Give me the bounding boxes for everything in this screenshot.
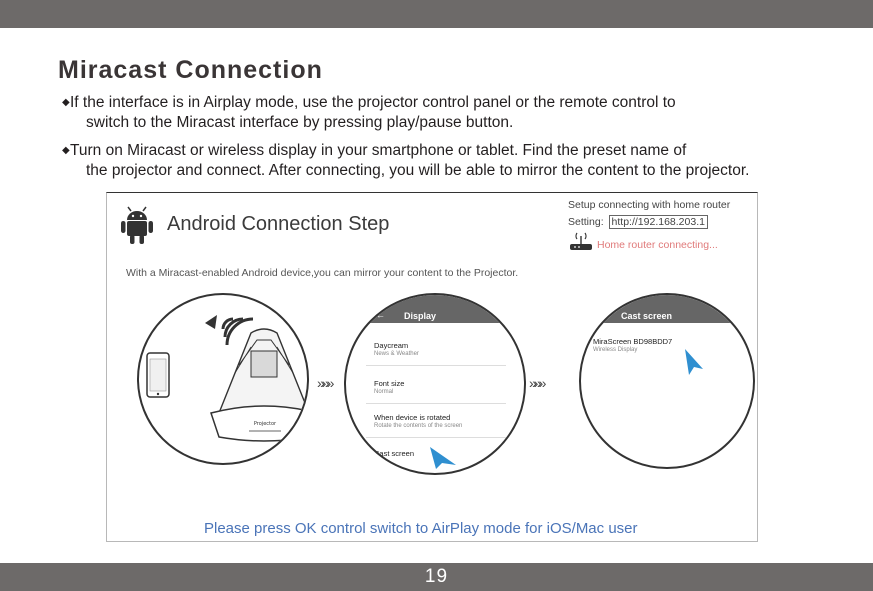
display-screen-title: Display (404, 311, 437, 321)
setup-router-text: Setup connecting with home router (568, 199, 731, 211)
top-bar (0, 0, 873, 28)
bottom-bar (0, 563, 873, 591)
diamond-bullet-icon: ◆ (62, 97, 70, 108)
menu-sub-daycream: News & Weather (374, 351, 419, 357)
cast-screen-title: Cast screen (621, 311, 673, 321)
setting-url: http://192.168.203.1 (609, 215, 708, 229)
android-robot-icon (119, 205, 155, 245)
bullet-line: Turn on Miracast or wireless display in your smartphone or tablet. Find the preset name of (70, 142, 687, 159)
bullet-miracast-connect (62, 141, 750, 181)
separator (366, 403, 506, 404)
phone-projector-illustration (139, 295, 307, 463)
cast-screen-header (581, 295, 753, 323)
menu-item-rotation: When device is rotated (374, 413, 451, 422)
cast-device-name: MiraScreen BD98BDD7 (593, 337, 673, 346)
bullet-line: switch to the Miracast interface by pressing play/pause button. (86, 114, 514, 131)
bullet-airplay-mode (62, 93, 676, 133)
page-title: Miracast Connection (58, 56, 323, 84)
diamond-bullet-icon: ◆ (62, 145, 70, 156)
phone-projector-circle (137, 293, 309, 465)
android-connection-figure (106, 192, 758, 542)
projector-label: Projector (253, 421, 277, 427)
separator (366, 437, 506, 438)
menu-item-cast-screen: Cast screen (374, 449, 415, 458)
projector-device (211, 329, 307, 441)
step-arrows: »»» (317, 375, 332, 391)
setting-label: Setting: (568, 216, 604, 228)
page-number: 19 (424, 566, 449, 587)
display-screen-header (346, 295, 524, 323)
menu-sub-rotation: Rotate the contents of the screen (374, 423, 463, 429)
cast-screen-circle (579, 293, 755, 469)
separator (366, 365, 506, 366)
cast-device-sub: Wireless Display (593, 347, 638, 353)
figure-title: Android Connection Step (167, 213, 390, 235)
bullet-line: the projector and connect. After connecting, you will be able to mirror the content to the projector. (86, 162, 750, 179)
setting-line (568, 215, 708, 229)
figure-subtitle: With a Miracast-enabled Android device,you can mirror your content to the Projector. (126, 267, 519, 279)
cursor-arrow-icon (683, 347, 705, 377)
step-arrows: »»» (529, 375, 544, 391)
wifi-signal-icon (205, 315, 253, 345)
back-arrow-icon: ← (597, 310, 606, 320)
smartphone-icon (147, 353, 169, 397)
airplay-note: Please press OK control switch to AirPlay mode for iOS/Mac user (204, 520, 638, 537)
bullet-line: If the interface is in Airplay mode, use the projector control panel or the remote control to (70, 94, 676, 111)
menu-item-font-size: Font size (374, 379, 405, 388)
menu-sub-font-size: Normal (374, 389, 394, 395)
router-icon (568, 231, 594, 253)
menu-item-daycream: Daycream (374, 341, 409, 350)
cursor-arrow-icon (428, 445, 458, 469)
router-status: Home router connecting... (597, 239, 718, 251)
back-arrow-icon: ← (376, 310, 385, 320)
display-settings-circle (344, 293, 526, 475)
